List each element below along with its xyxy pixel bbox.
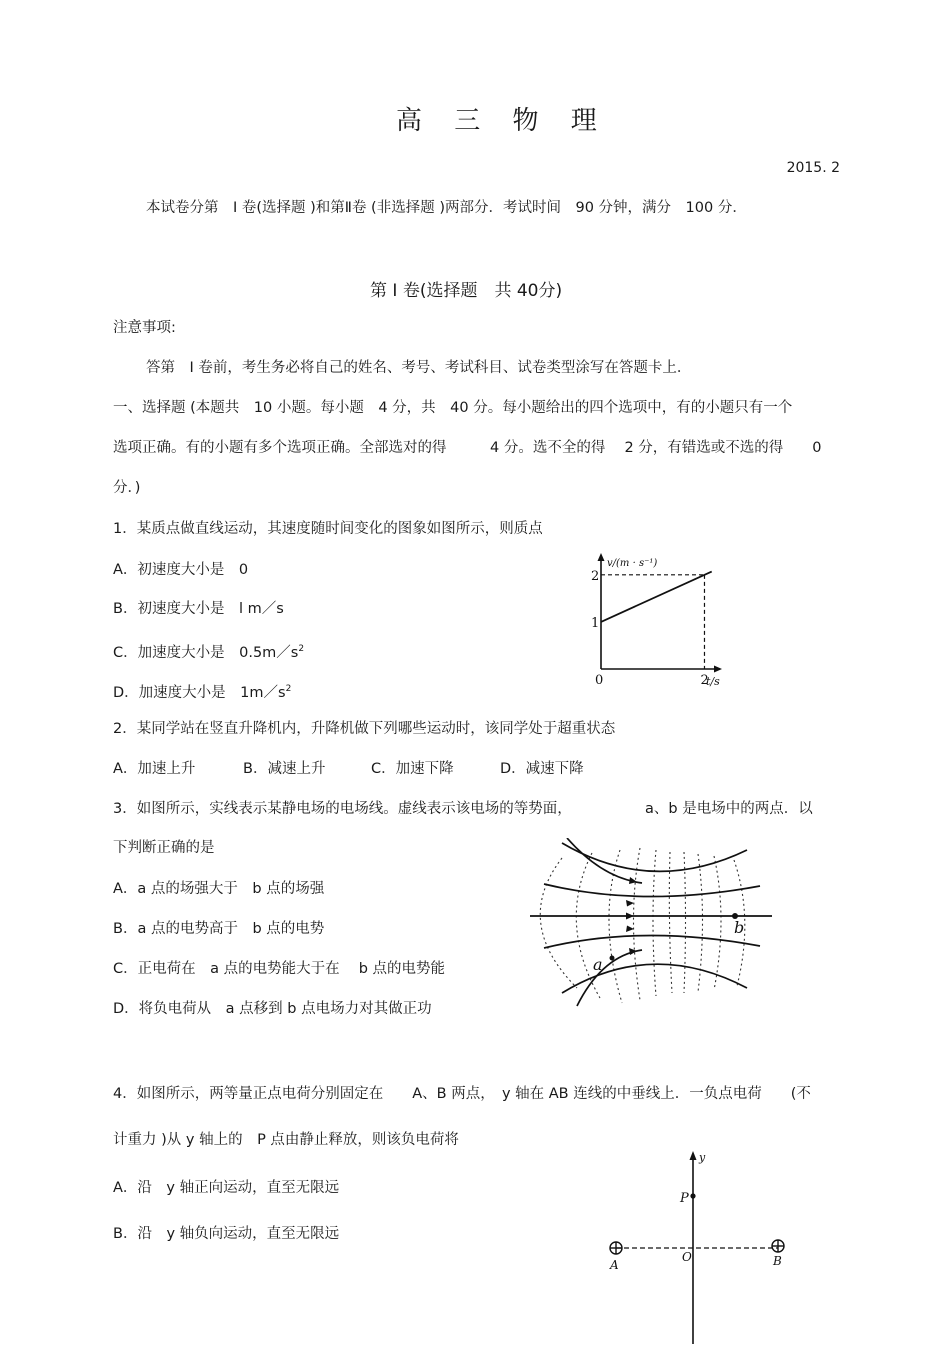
page-title: 高 三 物 理 <box>396 106 609 136</box>
q3-stem-2: 下判断正确的是 <box>113 840 215 856</box>
y-axis-arrow <box>598 553 605 561</box>
instruction-line-3: 分．) <box>113 480 141 496</box>
label-p: P <box>680 1191 689 1206</box>
y-axis-arrow <box>690 1151 697 1160</box>
y-tick-label: 1 <box>591 615 600 631</box>
q3-option-d: D．将负电荷从 a 点移到 b 点电场力对其做正功 <box>113 1001 432 1017</box>
q1-option-c: C．加速度大小是 $0.5m/s^2$ <box>113 644 305 661</box>
q2-option-d: D．减速下降 <box>500 761 584 777</box>
instruction-line-1: 一、选择题 (本题共 10 小题。每小题 4 分，共 40 分。每小题给出的四个选项中，有的小题只有一个 <box>113 400 793 416</box>
electric-field-diagram <box>522 838 784 1010</box>
q3-option-c: C．正电荷在 a 点的电势能大于在 b 点的电势能 <box>113 961 446 977</box>
y-tick-label: 2 <box>591 568 600 584</box>
q4-stem-2: 计重力 )从 y 轴上的 P 点由静止释放，则该负电荷将 <box>113 1132 459 1148</box>
q2-option-a: A．加速上升 <box>113 761 196 777</box>
q3-stem-1b: a、b 是电场中的两点．以 <box>645 801 813 817</box>
label-o: O <box>682 1250 692 1264</box>
intro-text: 本试卷分第 I 卷(选择题 )和第Ⅱ卷 (非选择题 )两部分．考试时间 90 分钟，满分 100 分． <box>146 200 747 216</box>
y-axis-label: y <box>699 1151 706 1164</box>
velocity-time-graph <box>580 548 725 693</box>
instruction-line-2: 选项正确。有的小题有多个选项正确。全部选对的得 4 分。选不全的得 2 分，有错选或不选的得 0 <box>113 440 822 456</box>
charge-b-icon <box>772 1240 784 1252</box>
q4-option-a: A．沿 y 轴正向运动，直至无限远 <box>113 1180 340 1196</box>
q1-option-a: A．初速度大小是 0 <box>113 562 249 578</box>
label-a: A <box>610 1258 619 1272</box>
x-axis-label: t/s <box>706 675 720 688</box>
point-p <box>690 1193 695 1198</box>
q2-option-b: B．减速上升 <box>243 761 326 777</box>
series-line <box>601 572 712 622</box>
q4-option-b: B．沿 y 轴负向运动，直至无限远 <box>113 1226 340 1242</box>
notice-label: 注意事项: <box>113 320 176 336</box>
notice-text: 答第 I 卷前，考生务必将自己的姓名、考号、考试科目、试卷类型涂写在答题卡上． <box>146 360 692 376</box>
q1-stem: 1．某质点做直线运动，其速度随时间变化的图象如图所示，则质点 <box>113 521 543 537</box>
label-b: b <box>734 918 745 937</box>
q1-option-b: B．初速度大小是 l m／s <box>113 601 284 617</box>
q3-stem-1: 3．如图所示，实线表示某静电场的电场线。虚线表示该电场的等势面， <box>113 801 572 817</box>
point-charges-diagram <box>600 1148 800 1346</box>
charge-a-icon <box>610 1242 622 1254</box>
q1-option-d: D．加速度大小是 $1m/s^2$ <box>113 684 292 701</box>
q4-stem-1: 4．如图所示，两等量正点电荷分别固定在 A、B 两点， y 轴在 AB 连线的中垂线上．一负点电荷 (不 <box>113 1086 811 1102</box>
x-axis-arrow <box>714 666 722 673</box>
section-title: 第 I 卷(选择题 共 40分) <box>370 281 563 301</box>
q2-stem: 2．某同学站在竖直升降机内，升降机做下列哪些运动时，该同学处于超重状态 <box>113 721 616 737</box>
exam-date: 2015. 2 <box>786 160 840 176</box>
point-a <box>610 956 615 961</box>
y-axis-label: v/(m · s⁻¹) <box>607 558 658 569</box>
x-tick-label-origin: 0 <box>595 673 604 688</box>
label-a: a <box>593 955 603 974</box>
x-tick-label: 2 <box>700 673 709 688</box>
label-b: B <box>773 1254 782 1268</box>
q3-option-a: A．a 点的场强大于 b 点的场强 <box>113 881 325 897</box>
q2-option-c: C．加速下降 <box>371 761 454 777</box>
q3-option-b: B．a 点的电势高于 b 点的电势 <box>113 921 325 937</box>
